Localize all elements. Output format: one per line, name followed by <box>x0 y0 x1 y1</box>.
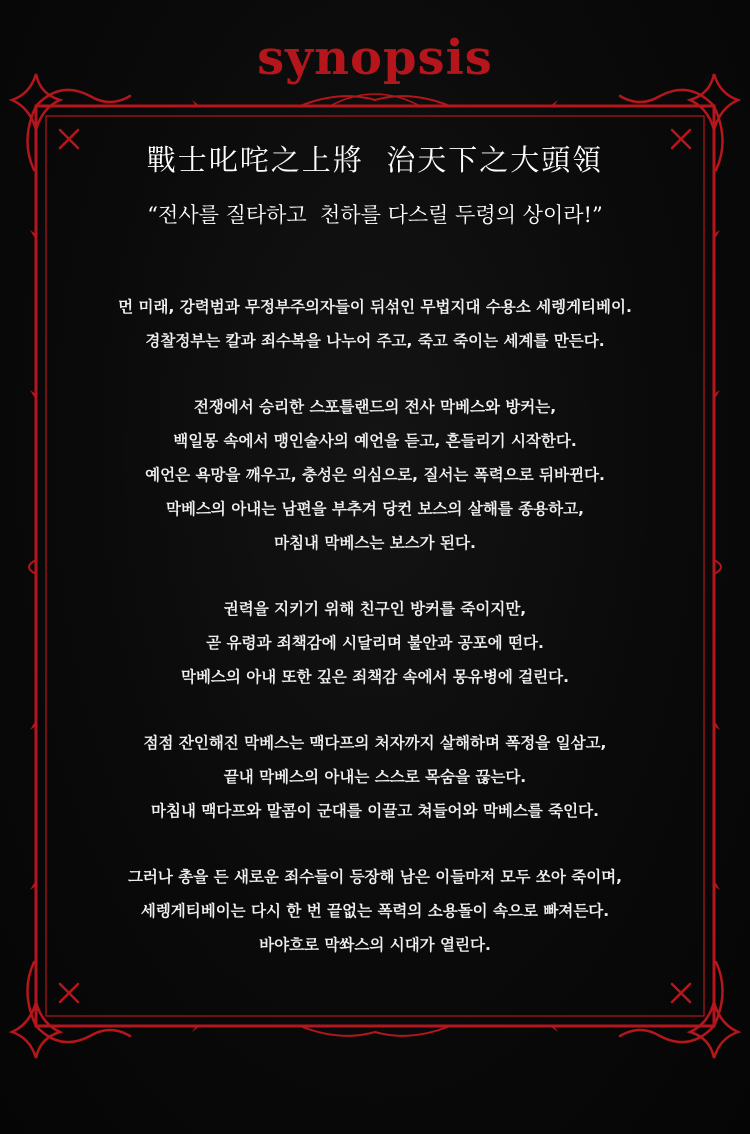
synopsis-line: 먼 미래, 강력범과 무정부주의자들이 뒤섞인 무법지대 수용소 세렝게티베이. <box>118 298 632 316</box>
hanja-heading: 戰士叱咤之上將 治天下之大頭領 <box>146 143 604 177</box>
synopsis-line: 세렝게티베이는 다시 한 번 끝없는 폭력의 소용돌이 속으로 빠져든다. <box>140 902 610 920</box>
paragraph <box>40 390 710 560</box>
synopsis-line: 예언은 욕망을 깨우고, 충성은 의심으로, 질서는 폭력으로 뒤바뀐다. <box>145 466 605 484</box>
synopsis-line: 막베스의 아내는 남편을 부추겨 당컨 보스의 살해를 종용하고, <box>166 500 584 518</box>
prophecy-quote: “전사를 질타하고 천하를 다스릴 두령의 상이라!” <box>147 203 603 227</box>
synopsis-line: 마침내 맥다프와 말콤이 군대를 이끌고 쳐들어와 막베스를 죽인다. <box>151 802 599 820</box>
synopsis-line: 점점 잔인해진 막베스는 맥다프의 처자까지 살해하며 폭정을 일삼고, <box>143 734 607 752</box>
synopsis-body <box>40 290 710 994</box>
synopsis-title: synopsis <box>257 30 493 86</box>
synopsis-line: 백일몽 속에서 맹인술사의 예언을 듣고, 흔들리기 시작한다. <box>173 432 577 450</box>
synopsis-line: 끝내 막베스의 아내는 스스로 목숨을 끊는다. <box>223 768 527 786</box>
synopsis-line: 막베스의 아내 또한 깊은 죄책감 속에서 몽유병에 걸린다. <box>180 668 570 686</box>
paragraph <box>40 860 710 962</box>
synopsis-line: 곧 유령과 죄책감에 시달리며 불안과 공포에 떤다. <box>206 634 544 652</box>
synopsis-line: 전쟁에서 승리한 스포틀랜드의 전사 막베스와 방커는, <box>193 398 557 416</box>
synopsis-line: 그러나 총을 든 새로운 죄수들이 등장해 남은 이들마저 모두 쏘아 죽이며, <box>127 868 623 886</box>
synopsis-line: 바야흐로 막쏴스의 시대가 열린다. <box>259 936 491 954</box>
synopsis-line: 경찰정부는 칼과 죄수복을 나누어 주고, 죽고 죽이는 세계를 만든다. <box>145 332 605 350</box>
paragraph <box>40 592 710 694</box>
synopsis-line: 권력을 지키기 위해 친구인 방커를 죽이지만, <box>223 600 527 618</box>
paragraph <box>40 290 710 358</box>
paragraph <box>40 726 710 828</box>
synopsis-line: 마침내 막베스는 보스가 된다. <box>274 534 476 552</box>
